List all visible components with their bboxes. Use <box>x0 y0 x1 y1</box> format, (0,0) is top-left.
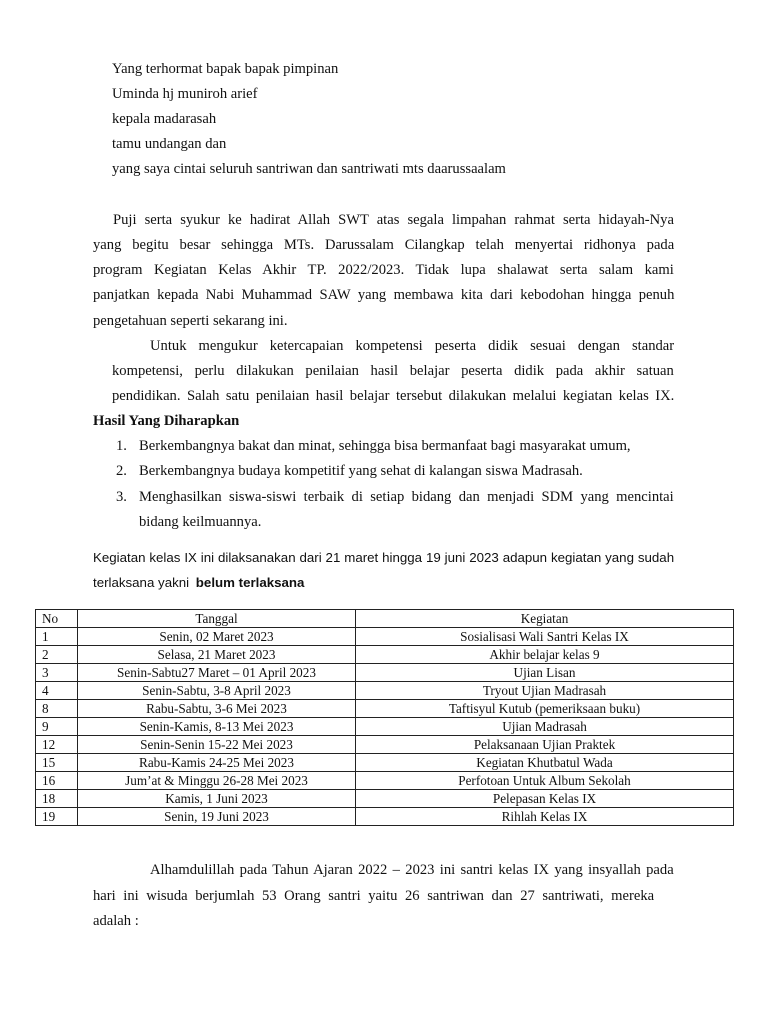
cell-tanggal: Selasa, 21 Maret 2023 <box>78 646 356 664</box>
schedule-table <box>35 609 734 826</box>
greeting-line: kepala madarasah <box>112 111 217 127</box>
cell-tanggal: Senin-Sabtu, 3-8 April 2023 <box>78 682 356 700</box>
list-item: Berkembangnya bakat dan minat, sehingga bisa bermanfaat bagi masyarakat umum, <box>139 438 631 454</box>
list-number: 1. <box>116 438 127 454</box>
list-item: Menghasilkan siswa-siswi terbaik di setiap bidang dan menjadi SDM yang mencintai <box>139 489 674 505</box>
table-row <box>36 718 734 736</box>
list-number: 3. <box>116 489 127 505</box>
table-row <box>36 772 734 790</box>
paragraph-line: yang begitu besar sehingga MTs. Darussalam Cilangkap telah menyertai ridhonya pada <box>93 237 675 253</box>
cell-no: 4 <box>36 682 78 700</box>
greeting-line: Yang terhormat bapak bapak pimpinan <box>112 61 339 77</box>
column-header-kegiatan: Kegiatan <box>356 610 734 628</box>
cell-tanggal: Senin-Sabtu27 Maret – 01 April 2023 <box>78 664 356 682</box>
cell-no: 3 <box>36 664 78 682</box>
cell-tanggal: Senin-Senin 15-22 Mei 2023 <box>78 736 356 754</box>
paragraph-line: hari ini wisuda berjumlah 53 Orang santri yaitu 26 santriwan dan 27 santriwati, mereka <box>93 888 655 904</box>
greeting-line: Uminda hj muniroh arief <box>112 86 258 102</box>
table-row <box>36 646 734 664</box>
cell-kegiatan: Ujian Lisan <box>356 664 734 682</box>
cell-kegiatan: Pelepasan Kelas IX <box>356 790 734 808</box>
cell-no: 9 <box>36 718 78 736</box>
column-header-no: No <box>36 610 78 628</box>
cell-no: 19 <box>36 808 78 826</box>
cell-tanggal: Kamis, 1 Juni 2023 <box>78 790 356 808</box>
cell-kegiatan: Tryout Ujian Madrasah <box>356 682 734 700</box>
intro-prefix: terlaksana yakni <box>93 575 190 590</box>
cell-tanggal: Senin, 02 Maret 2023 <box>78 628 356 646</box>
cell-tanggal: Jum’at & Minggu 26-28 Mei 2023 <box>78 772 356 790</box>
intro-line <box>93 575 304 590</box>
column-header-tanggal: Tanggal <box>78 610 356 628</box>
cell-kegiatan: Taftisyul Kutub (pemeriksaan buku) <box>356 700 734 718</box>
table-row <box>36 700 734 718</box>
cell-no: 16 <box>36 772 78 790</box>
status-text: belum terlaksana <box>195 575 305 590</box>
table-row <box>36 664 734 682</box>
table-row <box>36 736 734 754</box>
list-item: Berkembangnya budaya kompetitif yang sehat di kalangan siswa Madrasah. <box>139 463 583 479</box>
list-number: 2. <box>116 463 127 479</box>
cell-kegiatan: Kegiatan Khutbatul Wada <box>356 754 734 772</box>
cell-kegiatan: Akhir belajar kelas 9 <box>356 646 734 664</box>
paragraph-line: Puji serta syukur ke hadirat Allah SWT atas segala limpahan rahmat serta hidayah-Nya <box>113 212 674 228</box>
cell-no: 2 <box>36 646 78 664</box>
paragraph-line: pengetahuan seperti sekarang ini. <box>93 313 288 329</box>
cell-no: 1 <box>36 628 78 646</box>
cell-tanggal: Senin-Kamis, 8-13 Mei 2023 <box>78 718 356 736</box>
cell-no: 8 <box>36 700 78 718</box>
cell-kegiatan: Pelaksanaan Ujian Praktek <box>356 736 734 754</box>
cell-tanggal: Rabu-Sabtu, 3-6 Mei 2023 <box>78 700 356 718</box>
intro-line: Kegiatan kelas IX ini dilaksanakan dari 21 maret hingga 19 juni 2023 adapun kegiatan yang sudah <box>93 550 675 565</box>
table-header-row <box>36 610 734 628</box>
paragraph-line: panjatkan kepada Nabi Muhammad SAW yang membawa kita dari kebodohan hingga penuh <box>93 287 675 303</box>
paragraph-line: kompetensi, perlu dilakukan penilaian hasil belajar peserta didik pada akhir satuan <box>112 363 674 379</box>
cell-kegiatan: Rihlah Kelas IX <box>356 808 734 826</box>
paragraph-line: Untuk mengukur ketercapaian kompetensi peserta didik sesuai dengan standar <box>150 338 675 354</box>
cell-no: 12 <box>36 736 78 754</box>
table-row <box>36 628 734 646</box>
cell-kegiatan: Ujian Madrasah <box>356 718 734 736</box>
paragraph-line: pendidikan. Salah satu penilaian hasil belajar tersebut dilakukan melalui kegiatan kelas IX. <box>112 388 675 404</box>
greeting-line: yang saya cintai seluruh santriwan dan santriwati mts daarussaalam <box>112 161 506 177</box>
list-item: bidang keilmuannya. <box>139 514 262 530</box>
cell-tanggal: Senin, 19 Juni 2023 <box>78 808 356 826</box>
cell-no: 18 <box>36 790 78 808</box>
cell-kegiatan: Sosialisasi Wali Santri Kelas IX <box>356 628 734 646</box>
cell-kegiatan: Perfotoan Untuk Album Sekolah <box>356 772 734 790</box>
paragraph-line: adalah : <box>93 913 139 929</box>
table-row <box>36 754 734 772</box>
table-row <box>36 682 734 700</box>
cell-no: 15 <box>36 754 78 772</box>
table-row <box>36 790 734 808</box>
paragraph-line: program Kegiatan Kelas Akhir TP. 2022/2023. Tidak lupa shalawat serta salam kami <box>93 262 674 278</box>
table-row <box>36 808 734 826</box>
paragraph-line: Alhamdulillah pada Tahun Ajaran 2022 – 2023 ini santri kelas IX yang insyallah pada <box>150 862 674 878</box>
section-heading: Hasil Yang Diharapkan <box>93 413 240 429</box>
cell-tanggal: Rabu-Kamis 24-25 Mei 2023 <box>78 754 356 772</box>
greeting-line: tamu undangan dan <box>112 136 227 152</box>
